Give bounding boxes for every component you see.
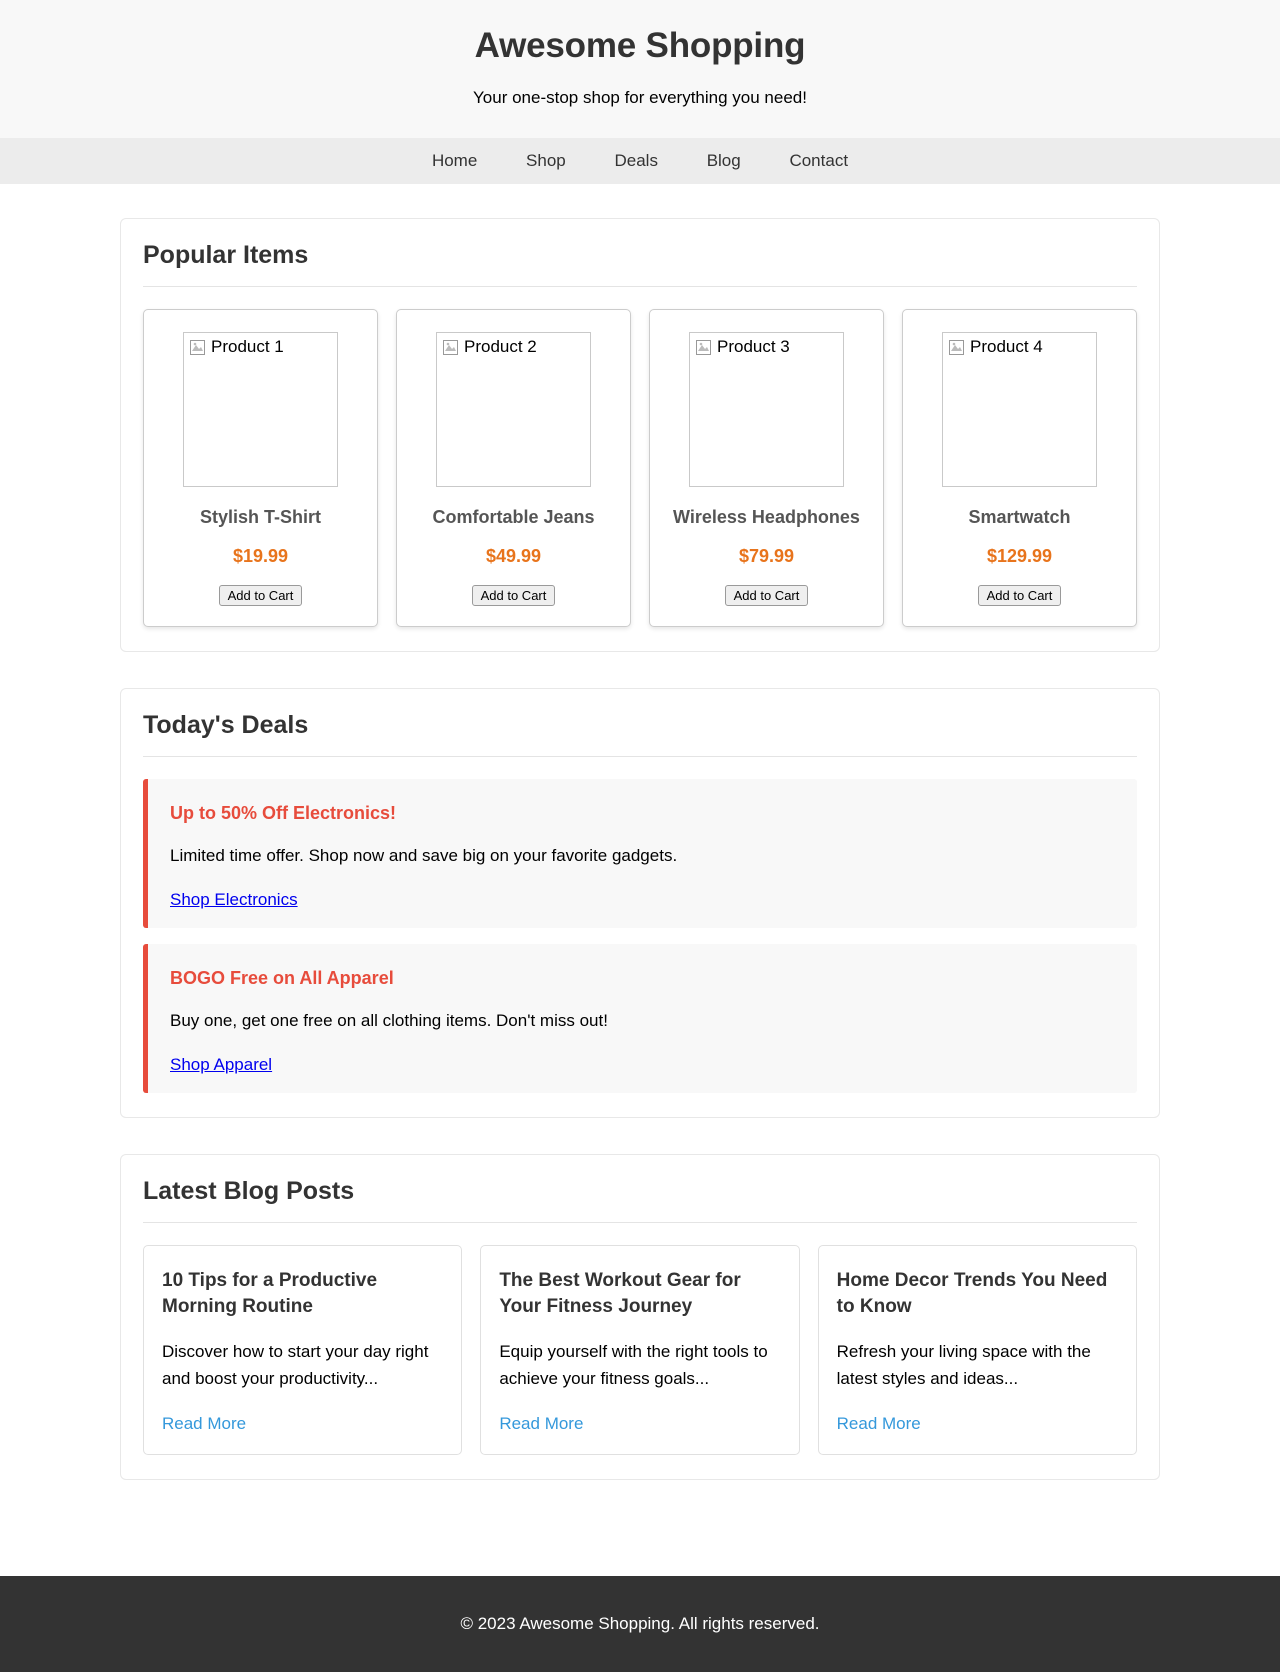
nav-item-home[interactable]: Home — [431, 151, 478, 170]
product-price: $129.99 — [986, 546, 1053, 566]
site-footer — [0, 1576, 1280, 1672]
product-image-alt-text: Product 3 — [717, 337, 790, 356]
product-card[interactable] — [649, 309, 884, 627]
product-image-alt-text: Product 4 — [970, 337, 1043, 356]
read-more-link[interactable]: Read More — [836, 1413, 921, 1433]
add-to-cart-button[interactable]: Add to Cart — [978, 585, 1062, 606]
deal-link[interactable]: Shop Apparel — [170, 1055, 273, 1074]
read-more-link[interactable]: Read More — [162, 1413, 247, 1433]
read-more-link[interactable]: Read More — [499, 1413, 584, 1433]
blog-post-title: Home Decor Trends You Need to Know — [836, 1270, 1108, 1317]
add-to-cart-button[interactable]: Add to Cart — [219, 585, 303, 606]
page-title: Awesome Shopping — [474, 26, 806, 65]
main-navigation — [0, 138, 1280, 184]
main-content — [0, 184, 1280, 1576]
blog-grid — [143, 1245, 1137, 1455]
blog-section — [120, 1154, 1160, 1480]
nav-item-deals[interactable]: Deals — [614, 151, 658, 170]
blog-post-excerpt: Refresh your living space with the latest styles and ideas... — [836, 1342, 1091, 1388]
broken-image-icon — [696, 340, 711, 355]
site-tagline: Your one-stop shop for everything you need! — [473, 88, 807, 107]
broken-image-alt — [943, 333, 1049, 361]
product-name: Stylish T-Shirt — [199, 507, 322, 527]
product-image-alt-text: Product 1 — [211, 337, 284, 356]
product-image-placeholder — [689, 332, 844, 487]
blog-post-title: The Best Workout Gear for Your Fitness Journey — [499, 1270, 741, 1317]
add-to-cart-button[interactable]: Add to Cart — [472, 585, 556, 606]
popular-items-heading: Popular Items — [143, 241, 1137, 287]
blog-post-card[interactable] — [818, 1245, 1137, 1455]
product-image-placeholder — [942, 332, 1097, 487]
nav-item-contact[interactable]: Contact — [789, 151, 849, 170]
broken-image-icon — [190, 340, 205, 355]
product-name: Comfortable Jeans — [432, 507, 595, 527]
nav-item-blog[interactable]: Blog — [706, 151, 741, 170]
product-card[interactable] — [902, 309, 1137, 627]
broken-image-alt — [184, 333, 290, 361]
broken-image-alt — [437, 333, 543, 361]
broken-image-alt — [690, 333, 796, 361]
product-price: $19.99 — [232, 546, 289, 566]
product-image-placeholder — [183, 332, 338, 487]
popular-items-section — [120, 218, 1160, 652]
deal-item — [143, 779, 1137, 928]
deal-title: BOGO Free on All Apparel — [170, 968, 394, 988]
broken-image-icon — [949, 340, 964, 355]
product-price: $79.99 — [738, 546, 795, 566]
blog-post-card[interactable] — [480, 1245, 799, 1455]
product-price: $49.99 — [485, 546, 542, 566]
deal-title: Up to 50% Off Electronics! — [170, 803, 397, 823]
product-name: Smartwatch — [968, 507, 1071, 527]
deal-item — [143, 944, 1137, 1093]
product-card[interactable] — [396, 309, 631, 627]
blog-post-excerpt: Equip yourself with the right tools to achieve your fitness goals... — [499, 1342, 768, 1388]
product-grid — [143, 309, 1137, 627]
deal-link[interactable]: Shop Electronics — [170, 890, 298, 909]
deals-section — [120, 688, 1160, 1118]
blog-heading: Latest Blog Posts — [143, 1177, 1137, 1223]
blog-post-title: 10 Tips for a Productive Morning Routine — [162, 1270, 378, 1317]
deal-description: Limited time offer. Shop now and save big on your favorite gadgets. — [170, 846, 678, 865]
nav-item-shop[interactable]: Shop — [526, 151, 566, 170]
deal-description: Buy one, get one free on all clothing items. Don't miss out! — [170, 1011, 608, 1030]
blog-post-card[interactable] — [143, 1245, 462, 1455]
add-to-cart-button[interactable]: Add to Cart — [725, 585, 809, 606]
product-image-alt-text: Product 2 — [464, 337, 537, 356]
product-name: Wireless Headphones — [673, 507, 860, 527]
copyright-text: © 2023 Awesome Shopping. All rights reserved. — [460, 1613, 820, 1633]
product-card[interactable] — [143, 309, 378, 627]
site-header — [0, 0, 1280, 138]
blog-post-excerpt: Discover how to start your day right and boost your productivity... — [162, 1342, 429, 1388]
broken-image-icon — [443, 340, 458, 355]
product-image-placeholder — [436, 332, 591, 487]
deals-heading: Today's Deals — [143, 711, 1137, 757]
